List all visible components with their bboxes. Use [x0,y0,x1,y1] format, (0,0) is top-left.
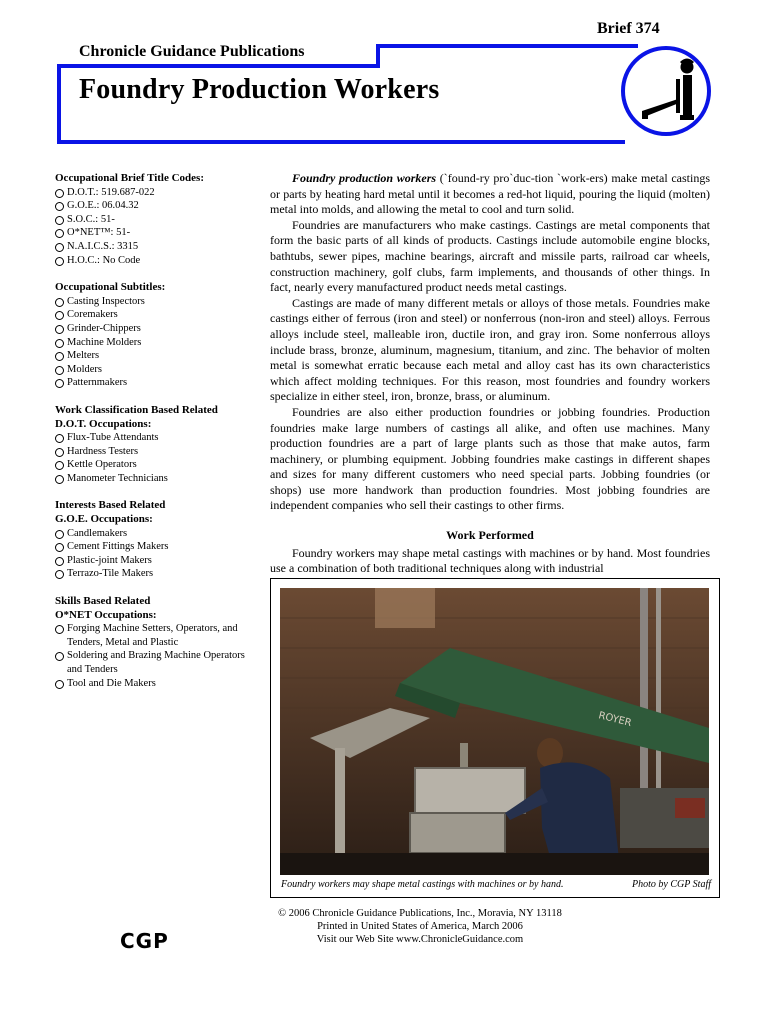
work-classification-subheading: D.O.T. Occupations: [55,417,152,430]
interests-subheading: G.O.E. Occupations: [55,513,153,526]
header-rule-mid [57,64,380,68]
work-item: Kettle Operators [55,458,255,472]
code-item: O*NET™: 51- [55,226,255,240]
work-item: Manometer Technicians [55,472,255,486]
subtitle-item: Melters [55,349,255,363]
title-codes-heading: Occupational Brief Title Codes: [55,172,205,184]
foundry-photo [280,588,709,875]
interest-item: Plastic-joint Makers [55,554,255,568]
footer [250,907,590,946]
subtitle-item: Grinder-Chippers [55,322,255,336]
sidebar [55,172,255,704]
paragraph: Foundry workers may shape metal castings with machines or by hand. Most foundries use a combination of both traditional techniques along with industrial [270,545,710,576]
photo-caption: Foundry workers may shape metal castings with machines or by hand. [281,879,564,890]
interests-heading: Interests Based Related [55,499,166,512]
cgp-logo: CGP [120,929,169,953]
foundry-scene-image [280,588,709,875]
page-title: Foundry Production Workers [79,74,440,105]
publisher-name: Chronicle Guidance Publications [79,43,305,60]
interest-item: Terrazo-Tile Makers [55,567,255,581]
photo-frame [270,578,720,898]
subtitle-item: Coremakers [55,308,255,322]
photo-credit: Photo by CGP Staff [632,879,711,890]
code-item: D.O.T.: 519.687-022 [55,186,255,200]
header-rule-left [57,64,61,144]
code-item: N.A.I.C.S.: 3315 [55,240,255,254]
subtitle-item: Molders [55,363,255,377]
paragraph: Foundries are manufacturers who make castings. Castings are metal components that form the basic parts of all kinds of products. Castings include automobile engine blocks, bathtubs, sewer pipes, machine bearings, aircraft and missile parts, railroad car wheels, construction machinery, golf clubs, farm implements, and thousands of other things. In fact, nearly every manufactured product needs metal castings. [270,217,710,295]
code-item: H.O.C.: No Code [55,254,255,268]
interests-section [55,499,255,581]
code-item: S.O.C.: 51- [55,213,255,227]
brief-number: Brief 374 [597,20,660,37]
subtitle-item: Casting Inspectors [55,295,255,309]
subtitle-item: Patternmakers [55,376,255,390]
skill-item: Forging Machine Setters, Operators, and Tenders, Metal and Plastic [55,622,255,649]
paragraph: Foundries are also either production foundries or jobbing foundries. Production foundries make large numbers of castings all alike, and often use machines. Many production foundries are a part of large plants such as those that make autos, farm machinery, or plumbing equipment. Jobbing foundries make castings in different shapes and sizes for many different customers who need special parts. Jobbing foundries (or shops) use more handwork than production foundries. Most jobbing foundries are independent companies who sell their castings to other firms. [270,404,710,513]
code-item: G.O.E.: 06.04.32 [55,199,255,213]
copyright-line: © 2006 Chronicle Guidance Publications, Inc., Moravia, NY 13118 [278,908,562,919]
website-line: Visit our Web Site www.ChronicleGuidance.com [316,934,524,945]
intro-text: (`found-ry pro`duc-tion `work-ers) make metal castings or parts by heating hard metal until it becomes a red-hot liquid, pouring the liquid (molten) metal into molds, and allowing the metal to cool and turn solid. [270,171,710,217]
work-performed-heading: Work Performed [446,528,534,543]
header-rule-bottom [57,140,625,144]
title-codes-section [55,172,255,267]
intro-paragraph [270,171,710,218]
machine-label: ROYER [597,710,633,730]
subtitles-heading: Occupational Subtitles: [55,281,166,294]
skills-section [55,595,255,690]
subtitles-section [55,281,255,390]
skills-subheading: O*NET Occupations: [55,608,157,621]
work-item: Flux-Tube Attendants [55,431,255,445]
work-classification-section [55,404,255,486]
lead-term: Foundry production workers [292,171,437,185]
printed-line: Printed in United States of America, March 2006 [317,921,523,932]
work-classification-heading: Work Classification Based Related [55,403,218,416]
body-text [270,171,710,577]
interest-item: Cement Fittings Makers [55,540,255,554]
skills-heading: Skills Based Related [55,595,151,608]
subtitle-item: Machine Molders [55,336,255,350]
worker-logo-icon [620,45,712,137]
work-item: Hardness Testers [55,445,255,459]
header-rule-top-right [376,44,638,48]
skill-item: Soldering and Brazing Machine Operators and Tenders [55,649,255,676]
skill-item: Tool and Die Makers [55,677,255,691]
interest-item: Candlemakers [55,527,255,541]
paragraph: Castings are made of many different metals or alloys of those metals. Foundries make castings either of ferrous (iron and steel) or nonferrous (non-iron and steel) alloys. Ferrous alloys include steel, malleable iron, ductile iron, and gray iron. Some nonferrous alloys include brass, bronze, aluminum, magnesium, titanium, and zinc. The behavior of molten metal is somewhat erratic because each metal and alloy cast has its own characteristics which affect molding techniques. For this reason, most foundries and foundry workers specialize in either steel, iron, bronze, brass, or aluminum. [270,295,710,404]
